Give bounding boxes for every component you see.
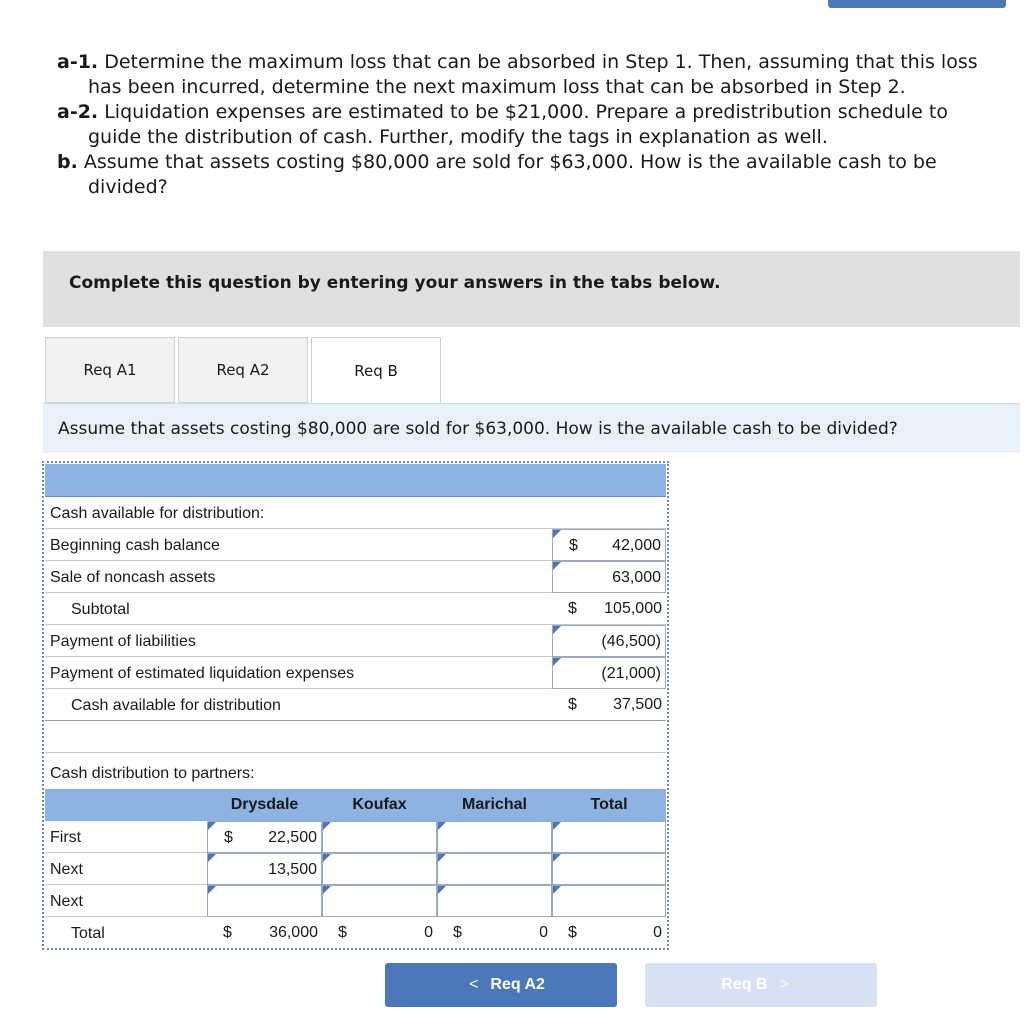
spacer-row [45, 721, 666, 753]
cell-value: 36,000 [269, 924, 318, 941]
input-marker-icon [438, 822, 446, 830]
dollar-sign: $ [224, 829, 233, 846]
dollar-sign: $ [569, 537, 578, 554]
question-item-a1: a-1. Determine the maximum loss that can be absorbed in Step 1. Then, assuming that this loss has been incurred, determine the next maximum loss that can be absorbed in Step 2. [57, 51, 978, 98]
distribution-heading: Cash distribution to partners: [50, 765, 255, 782]
chevron-left-icon: < [469, 976, 479, 993]
cash-row-label: Cash available for distribution [71, 697, 281, 714]
first-total-input[interactable] [552, 821, 666, 853]
beginning-cash-value: 42,000 [612, 537, 661, 554]
first-koufax-input[interactable] [322, 821, 437, 853]
question-text [57, 50, 997, 200]
instruction-banner [43, 251, 1020, 327]
input-marker-icon [553, 658, 561, 666]
input-marker-icon [553, 562, 561, 570]
total-koufax-cell [322, 917, 437, 949]
first-marichal-input[interactable] [437, 821, 552, 853]
input-marker-icon [208, 822, 216, 830]
prev-button-label: Req A2 [490, 976, 545, 993]
cash-row-label: Payment of estimated liquidation expenses [50, 665, 355, 682]
question-item-b: b. Assume that assets costing $80,000 are sold for $63,000. How is the available cash to be divided? [57, 151, 937, 198]
cell-value: 0 [424, 924, 433, 941]
distribution-row-label: First [50, 829, 82, 846]
tab-req-a2[interactable]: Req A2 [178, 337, 308, 403]
next1-drysdale-input[interactable] [207, 853, 322, 885]
requirement-prompt: Assume that assets costing $80,000 are sold for $63,000. How is the available cash to be divided? [58, 419, 898, 439]
distribution-heading-row [45, 757, 666, 789]
dollar-sign: $ [568, 600, 577, 617]
input-marker-icon [323, 822, 331, 830]
cash-row-label: Subtotal [71, 601, 130, 618]
dollar-sign: $ [568, 696, 577, 713]
tab-req-a1[interactable]: Req A1 [45, 337, 175, 403]
cash-row-label: Payment of liabilities [50, 633, 196, 650]
input-marker-icon [553, 626, 561, 634]
input-marker-icon [553, 822, 561, 830]
first-drysdale-input[interactable] [207, 821, 322, 853]
next1-marichal-input[interactable] [437, 853, 552, 885]
distribution-row-label: Next [50, 893, 83, 910]
dollar-sign: $ [453, 924, 462, 941]
question-item-a2: a-2. Liquidation expenses are estimated to be $21,000. Prepare a predistribution schedule to guide the distribution of cash. Further, modify the tags in explanation as well. [57, 101, 948, 148]
column-header-marichal: Marichal [437, 789, 552, 821]
cash-available-cell [552, 689, 666, 721]
next2-koufax-input[interactable] [322, 885, 437, 917]
requirement-prompt-band [43, 403, 1020, 453]
liabilities-value: (46,500) [601, 633, 661, 650]
instruction-text: Complete this question by entering your answers in the tabs below. [69, 273, 721, 293]
input-marker-icon [323, 854, 331, 862]
cash-available-value: 37,500 [613, 696, 662, 713]
column-header-total: Total [552, 789, 666, 821]
input-marker-icon [438, 886, 446, 894]
input-marker-icon [208, 886, 216, 894]
sale-noncash-input[interactable] [552, 561, 666, 593]
cell-value: 0 [653, 924, 662, 941]
top-submit-button[interactable] [828, 0, 1006, 8]
next1-koufax-input[interactable] [322, 853, 437, 885]
next2-marichal-input[interactable] [437, 885, 552, 917]
worksheet-header-band [45, 464, 666, 497]
input-marker-icon [438, 854, 446, 862]
column-header-koufax: Koufax [322, 789, 437, 821]
chevron-right-icon: > [779, 976, 789, 993]
cash-available-heading-row [45, 497, 666, 529]
next-req-b-button[interactable] [645, 963, 877, 1007]
dollar-sign: $ [338, 924, 347, 941]
subtotal-value: 105,000 [604, 600, 662, 617]
column-header-drysdale: Drysdale [207, 789, 322, 821]
cell-value: 13,500 [268, 861, 317, 878]
total-marichal-cell [437, 917, 552, 949]
cash-row-label: Beginning cash balance [50, 537, 220, 554]
next2-drysdale-input[interactable] [207, 885, 322, 917]
liquidation-expenses-value: (21,000) [601, 665, 661, 682]
input-marker-icon [323, 886, 331, 894]
prev-req-a2-button[interactable] [385, 963, 617, 1007]
total-drysdale-cell [207, 917, 322, 949]
liabilities-input[interactable] [552, 625, 666, 657]
distribution-header-band [45, 789, 207, 821]
dollar-sign: $ [568, 924, 577, 941]
distribution-row-label: Total [71, 925, 105, 942]
input-marker-icon [553, 854, 561, 862]
cell-value: 22,500 [268, 829, 317, 846]
sale-noncash-value: 63,000 [612, 569, 661, 586]
dollar-sign: $ [223, 924, 232, 941]
subtotal-cell [552, 593, 666, 625]
distribution-row-label: Next [50, 861, 83, 878]
next2-total-input[interactable] [552, 885, 666, 917]
next1-total-input[interactable] [552, 853, 666, 885]
answer-worksheet [42, 461, 669, 950]
cash-available-heading: Cash available for distribution: [50, 505, 265, 522]
total-total-cell [552, 917, 666, 949]
input-marker-icon [553, 886, 561, 894]
input-marker-icon [553, 530, 561, 538]
input-marker-icon [208, 854, 216, 862]
liquidation-expenses-input[interactable] [552, 657, 666, 689]
tab-req-b[interactable]: Req B [311, 337, 441, 403]
beginning-cash-input[interactable] [552, 529, 666, 561]
cash-row-label: Sale of noncash assets [50, 569, 216, 586]
cell-value: 0 [539, 924, 548, 941]
next-button-label: Req B [721, 976, 768, 993]
